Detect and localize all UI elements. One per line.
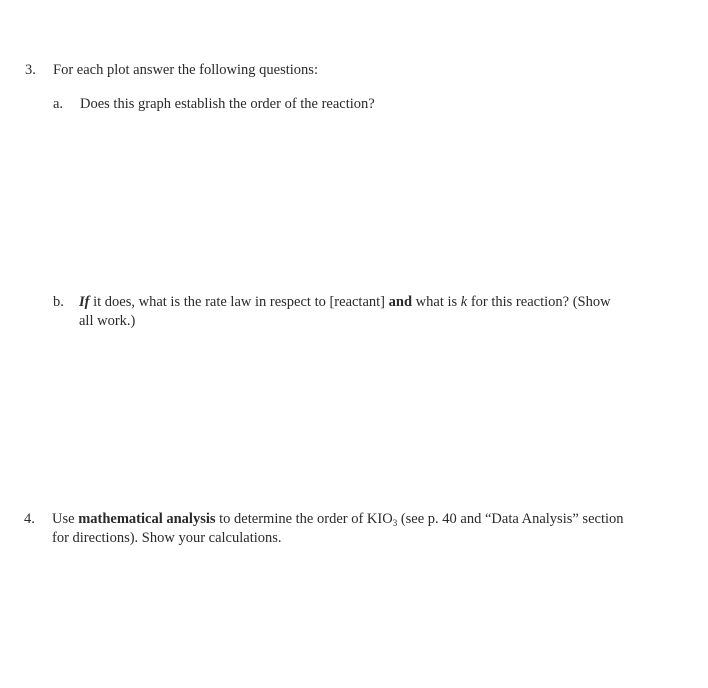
emphasis-mathematical-analysis: mathematical analysis bbox=[78, 511, 216, 527]
question-4-text bbox=[52, 510, 682, 548]
rate-constant-k: k bbox=[460, 294, 468, 310]
subscript-3: 3 bbox=[392, 518, 398, 528]
question-3b-line-1: If it does, what is the rate law in respect to [reactant] and what is k for this reaction? (Show bbox=[79, 294, 611, 310]
question-3-text: For each plot answer the following questions: bbox=[53, 62, 318, 78]
emphasis-if: If bbox=[79, 294, 90, 310]
question-4-number: 4. bbox=[24, 511, 35, 527]
question-3a-label: a. bbox=[53, 96, 64, 112]
emphasis-and: and bbox=[388, 294, 413, 310]
question-3-number: 3. bbox=[25, 62, 36, 78]
question-3b-text bbox=[79, 293, 679, 331]
question-3b-label: b. bbox=[53, 294, 64, 310]
question-4-line-2: for directions). Show your calculations. bbox=[52, 530, 282, 546]
question-3a-text: Does this graph establish the order of the reaction? bbox=[80, 96, 375, 112]
question-4-line-1: Use mathematical analysis to determine the order of $KIO_3$ (see p. 40 and “Data Analysis” section bbox=[52, 511, 624, 528]
question-3b-line-2: all work.) bbox=[79, 313, 136, 329]
